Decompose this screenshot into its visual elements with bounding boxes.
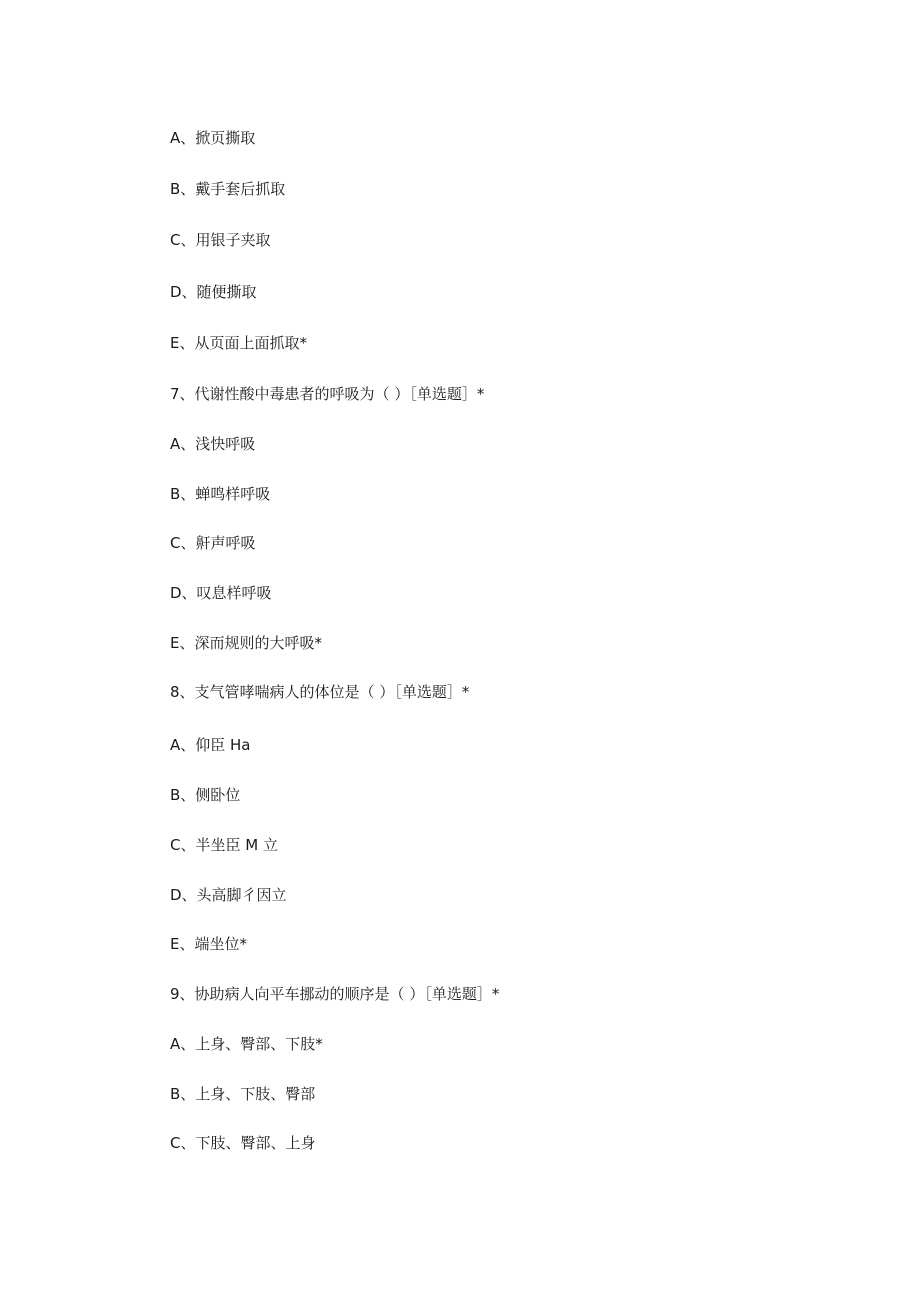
option-b-q7: B、蝉鸣样呼吸 xyxy=(170,485,271,503)
option-c-q6: C、用银子夹取 xyxy=(170,231,271,249)
question-7: 7、代谢性酸中毒患者的呼吸为（ ）［单选题］* xyxy=(170,385,485,403)
option-d-q8: D、头高脚彳因立 xyxy=(170,886,287,904)
option-e-q7: E、深而规则的大呼吸* xyxy=(170,634,322,652)
option-c-q7: C、鼾声呼吸 xyxy=(170,534,256,552)
option-c-q8: C、半坐臣 M 立 xyxy=(170,836,278,854)
option-d-q6: D、随便撕取 xyxy=(170,283,257,301)
option-a-q9: A、上身、臀部、下肢* xyxy=(170,1035,323,1053)
question-9: 9、协助病人向平车挪动的顺序是（ ）［单选题］* xyxy=(170,985,500,1003)
option-c-q9: C、下肢、臀部、上身 xyxy=(170,1134,316,1152)
option-b-q6: B、戴手套后抓取 xyxy=(170,180,286,198)
option-a-q8: A、仰臣 Ha xyxy=(170,736,251,754)
option-b-q9: B、上身、下肢、臀部 xyxy=(170,1085,316,1103)
option-b-q8: B、侧卧位 xyxy=(170,786,241,804)
option-a-q6: A、掀页撕取 xyxy=(170,129,256,147)
option-d-q7: D、叹息样呼吸 xyxy=(170,584,272,602)
question-8: 8、支气管哮喘病人的体位是（ ）［单选题］* xyxy=(170,683,470,701)
option-a-q7: A、浅快呼吸 xyxy=(170,435,256,453)
option-e-q6: E、从页面上面抓取* xyxy=(170,334,307,352)
option-e-q8: E、端坐位* xyxy=(170,935,247,953)
